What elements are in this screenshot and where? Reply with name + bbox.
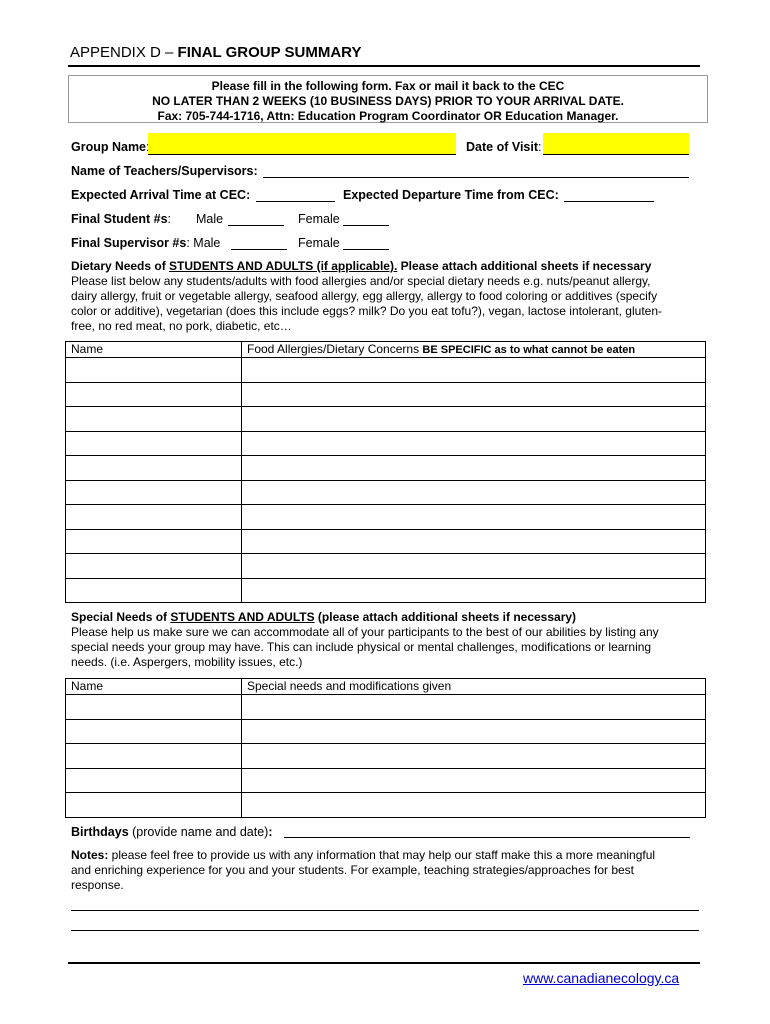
table-row — [66, 578, 706, 603]
dietary-desc-2: dairy allergy, fruit or vegetable allergy, seafood allergy, egg allergy, allergy to food coloring or additives (specify — [71, 289, 658, 303]
special-heading-suffix: (please attach additional sheets if necessary) — [314, 610, 577, 624]
dietary-concern-cell[interactable] — [242, 480, 706, 505]
date-of-visit-label: Date of Visit — [466, 140, 539, 154]
instructions-box — [68, 75, 708, 123]
special-name-cell[interactable] — [66, 793, 242, 818]
dietary-name-cell[interactable] — [66, 456, 242, 481]
table-row — [66, 695, 706, 720]
dietary-concern-cell[interactable] — [242, 382, 706, 407]
departure-label: Expected Departure Time from CEC: — [343, 188, 559, 202]
special-name-cell[interactable] — [66, 695, 242, 720]
group-name-row — [71, 140, 150, 154]
date-of-visit-input[interactable] — [543, 133, 689, 155]
special-desc-2: special needs your group may have. This can include physical or mental challenges, modifications or learning — [71, 640, 652, 654]
supervisors-female-input[interactable] — [343, 249, 389, 250]
teachers-input[interactable] — [263, 177, 689, 178]
dietary-name-cell[interactable] — [66, 431, 242, 456]
dietary-name-cell[interactable] — [66, 578, 242, 603]
final-students-label: Final Student #s — [71, 212, 168, 226]
supervisors-male-label: Male — [193, 236, 221, 250]
table-row — [66, 358, 706, 383]
special-desc-3: needs. (i.e. Aspergers, mobility issues, etc.) — [71, 655, 303, 669]
notes-line-2: and enriching experience for you and your students. For example, teaching strategies/approaches for best — [71, 863, 634, 877]
special-needs-cell[interactable] — [242, 793, 706, 818]
dietary-table — [65, 341, 706, 603]
final-students-row: Final Student #s: — [71, 212, 172, 226]
notes-line-3: response. — [71, 878, 124, 892]
dietary-col-concerns-bold: BE SPECIFIC as to what cannot be eaten — [422, 344, 636, 356]
notes-label: Notes: — [71, 848, 109, 862]
table-row — [66, 431, 706, 456]
table-row — [66, 793, 706, 818]
birthdays-label: Birthdays — [71, 825, 129, 839]
final-supervisors-label: Final Supervisor #s — [71, 236, 187, 250]
notice-line-2: NO LATER THAN 2 WEEKS (10 BUSINESS DAYS) PRIOR TO YOUR ARRIVAL DATE. — [152, 94, 624, 108]
notice-line-1: Please fill in the following form. Fax or mail it back to the CEC — [211, 79, 565, 93]
table-row — [66, 505, 706, 530]
notes-input-line-2[interactable] — [71, 930, 699, 931]
form-title: FINAL GROUP SUMMARY — [177, 44, 362, 61]
footer-rule — [68, 962, 700, 964]
footer-website-link[interactable] — [523, 970, 679, 986]
supervisors-female-label: Female — [298, 236, 340, 250]
dietary-name-cell[interactable] — [66, 529, 242, 554]
dietary-concern-cell[interactable] — [242, 505, 706, 530]
dietary-heading-suffix: Please attach additional sheets if necessary — [397, 259, 652, 273]
dietary-concern-cell[interactable] — [242, 358, 706, 383]
dietary-name-cell[interactable] — [66, 480, 242, 505]
website-url[interactable]: www.canadianecology.ca — [523, 970, 680, 986]
dietary-desc-3: color or additive), vegetarian (does this include eggs? milk? Do you eat tofu?), vegan, lactose intolerant, gluten- — [71, 304, 662, 318]
final-supervisors-row: Final Supervisor #s: Male — [71, 236, 221, 250]
page-title — [70, 44, 361, 61]
special-heading-prefix: Special Needs of — [71, 610, 171, 624]
dietary-col-concerns-text: Food Allergies/Dietary Concerns — [247, 342, 420, 356]
special-heading-underlined: STUDENTS AND ADULTS — [170, 610, 315, 624]
dietary-heading-prefix: Dietary Needs of — [71, 259, 170, 273]
special-needs-table — [65, 678, 706, 818]
dietary-desc-1: Please list below any students/adults with food allergies and/or special dietary needs e.g. nuts/peanut allergy, — [71, 274, 651, 288]
table-row — [66, 744, 706, 769]
table-row — [66, 554, 706, 579]
table-row — [66, 719, 706, 744]
dietary-concern-cell[interactable] — [242, 456, 706, 481]
supervisors-male-input[interactable] — [231, 249, 287, 250]
birthdays-input[interactable] — [284, 837, 690, 838]
dietary-concern-cell[interactable] — [242, 529, 706, 554]
dietary-name-cell[interactable] — [66, 358, 242, 383]
date-of-visit-row: Date of Visit: — [466, 140, 542, 154]
dietary-concern-cell[interactable] — [242, 431, 706, 456]
teachers-label: Name of Teachers/Supervisors: — [71, 164, 258, 178]
students-male-input[interactable] — [228, 225, 284, 226]
dietary-desc-4: free, no red meat, no pork, diabetic, etc… — [71, 319, 292, 333]
arrival-input[interactable] — [256, 201, 335, 202]
dietary-heading-underlined: STUDENTS AND ADULTS (if applicable). — [169, 259, 398, 273]
students-female-label: Female — [298, 212, 340, 226]
special-needs-cell[interactable] — [242, 768, 706, 793]
special-heading — [71, 610, 576, 624]
birthdays-colon: : — [268, 825, 273, 839]
table-row — [66, 456, 706, 481]
group-name-label: Group Name — [71, 140, 147, 154]
students-female-input[interactable] — [343, 225, 389, 226]
students-male-label: Male — [196, 212, 224, 226]
table-row — [66, 529, 706, 554]
special-needs-cell[interactable] — [242, 695, 706, 720]
departure-input[interactable] — [564, 201, 654, 202]
special-name-cell[interactable] — [66, 768, 242, 793]
notes-input-line-1[interactable] — [71, 910, 699, 911]
dietary-heading — [71, 259, 651, 273]
special-needs-cell[interactable] — [242, 744, 706, 769]
title-rule — [68, 65, 700, 67]
dietary-name-cell[interactable] — [66, 554, 242, 579]
special-col-name: Name — [66, 679, 242, 695]
special-name-cell[interactable] — [66, 744, 242, 769]
birthdays-hint: (provide name and date) — [128, 825, 269, 839]
arrival-label: Expected Arrival Time at CEC: — [71, 188, 251, 202]
dietary-concern-cell[interactable] — [242, 554, 706, 579]
table-header-row — [66, 679, 706, 695]
table-row — [66, 407, 706, 432]
table-row — [66, 382, 706, 407]
table-row — [66, 480, 706, 505]
special-col-needs: Special needs and modifications given — [242, 679, 706, 695]
dietary-name-cell[interactable] — [66, 407, 242, 432]
notice-line-3: Fax: 705-744-1716, Attn: Education Program Coordinator OR Education Manager. — [157, 109, 619, 123]
table-header-row — [66, 342, 706, 358]
notes-line-1 — [71, 848, 655, 864]
special-needs-cell[interactable] — [242, 719, 706, 744]
dietary-concern-cell[interactable] — [242, 407, 706, 432]
dietary-col-concerns — [242, 342, 706, 358]
special-name-cell[interactable] — [66, 719, 242, 744]
special-desc-1: Please help us make sure we can accommodate all of your participants to the best of our abilities by listing any — [71, 625, 659, 639]
appendix-prefix: APPENDIX D – — [70, 44, 174, 61]
dietary-name-cell[interactable] — [66, 505, 242, 530]
dietary-name-cell[interactable] — [66, 382, 242, 407]
notes-text-1: please feel free to provide us with any information that may help our staff make this a more meaningful — [108, 848, 656, 862]
dietary-col-name: Name — [66, 342, 242, 358]
dietary-concern-cell[interactable] — [242, 578, 706, 603]
table-row — [66, 768, 706, 793]
birthdays-row — [71, 825, 273, 839]
group-name-input[interactable] — [148, 133, 456, 155]
